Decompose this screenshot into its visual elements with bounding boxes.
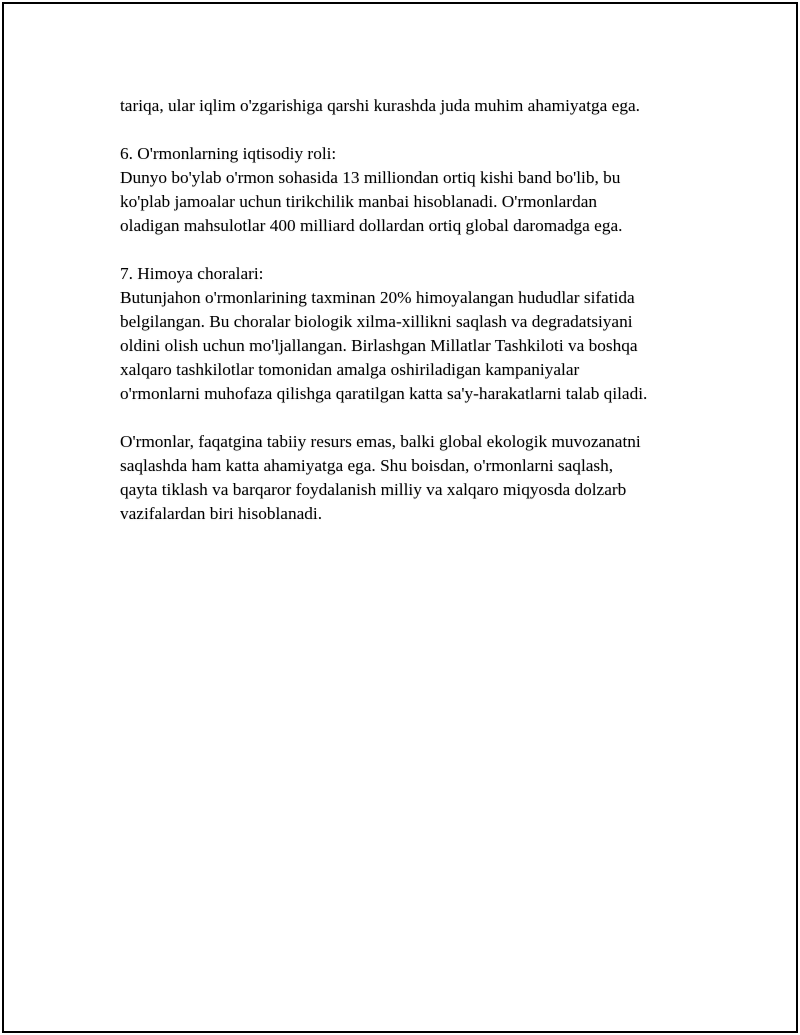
document-body [120,94,700,526]
document-page [2,2,798,1033]
paragraph-line: o'rmonlarni muhofaza qilishga qaratilgan katta sa'y-harakatlarni talab qiladi. [120,384,648,403]
paragraph-line: qayta tiklash va barqaror foydalanish milliy va xalqaro miqyosda dolzarb [120,480,627,499]
paragraph-gap [120,238,700,262]
conclusion-paragraph [120,430,700,526]
paragraph-line: belgilangan. Bu choralar biologik xilma-xillikni saqlash va degradatsiyani [120,312,633,331]
section-protection-measures [120,262,700,406]
paragraph-line: ko'plab jamoalar uchun tirikchilik manbai hisoblanadi. O'rmonlardan [120,192,598,211]
paragraph-line: vazifalardan biri hisoblanadi. [120,504,323,523]
paragraph-gap [120,406,700,430]
paragraph-line: oldini olish uchun mo'ljallangan. Birlashgan Millatlar Tashkiloti va boshqa [120,336,638,355]
section-heading: 7. Himoya choralari: [120,264,264,283]
paragraph-line: saqlashda ham katta ahamiyatga ega. Shu boisdan, o'rmonlarni saqlash, [120,456,614,475]
section-economic-role [120,142,700,238]
paragraph-line: Dunyo bo'ylab o'rmon sohasida 13 milliondan ortiq kishi band bo'lib, bu [120,168,621,187]
section-heading: 6. O'rmonlarning iqtisodiy roli: [120,144,337,163]
paragraph-line: O'rmonlar, faqatgina tabiiy resurs emas, balki global ekologik muvozanatni [120,432,641,451]
paragraph-line: xalqaro tashkilotlar tomonidan amalga oshiriladigan kampaniyalar [120,360,580,379]
paragraph-line: Butunjahon o'rmonlarining taxminan 20% himoyalangan hududlar sifatida [120,288,635,307]
paragraph-gap [120,118,700,142]
intro-line: tariqa, ular iqlim o'zgarishiga qarshi kurashda juda muhim ahamiyatga ega. [120,96,640,115]
paragraph-line: oladigan mahsulotlar 400 milliard dollardan ortiq global daromadga ega. [120,216,623,235]
